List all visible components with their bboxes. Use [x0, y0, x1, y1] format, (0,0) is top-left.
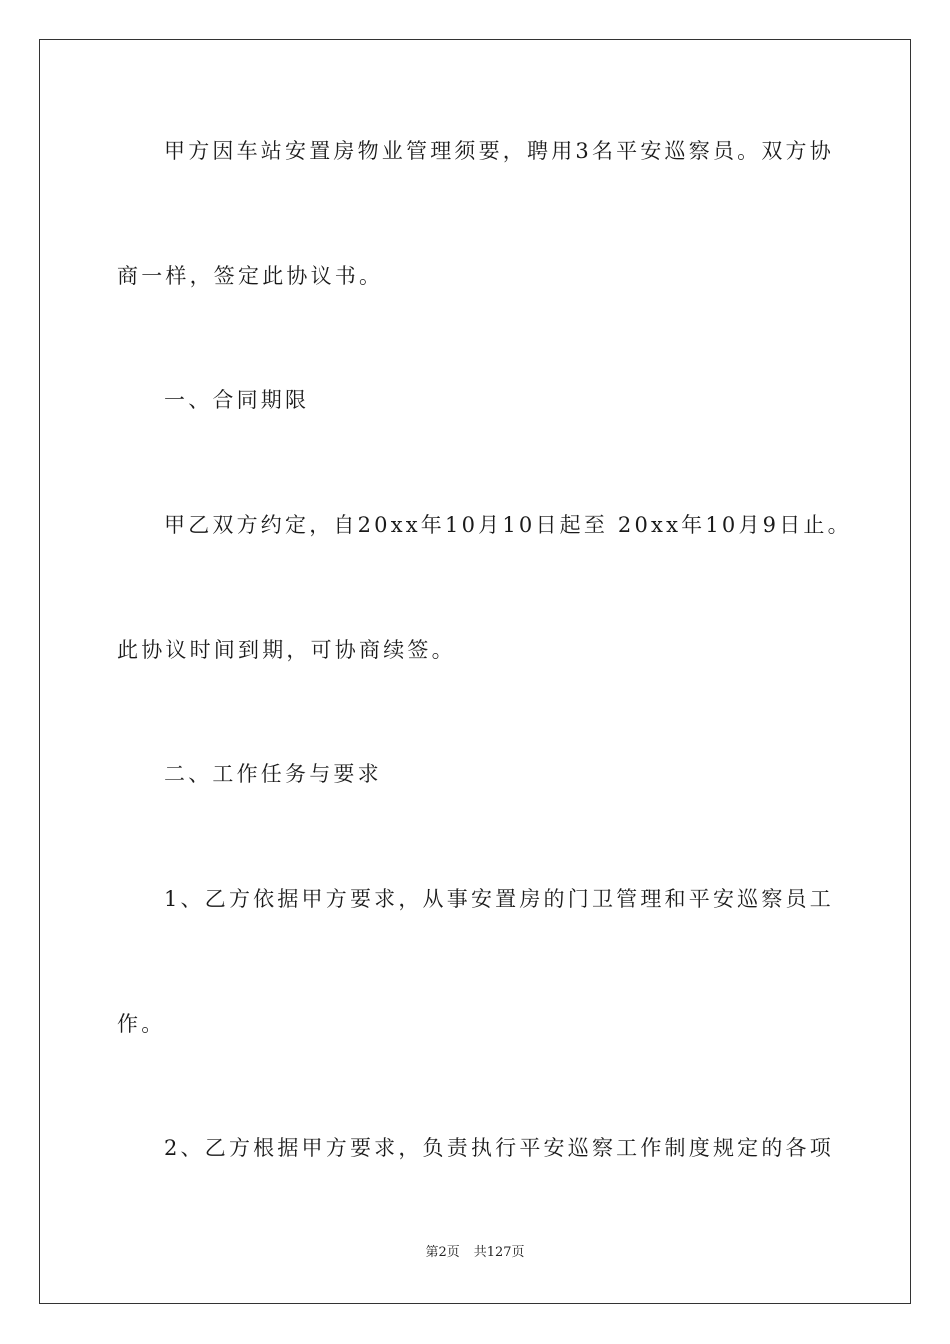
paragraph-line: 甲方因车站安置房物业管理须要，聘用3名平安巡察员。双方协	[164, 139, 834, 163]
page-footer	[0, 1244, 950, 1262]
paragraph-line: 1、乙方依据甲方要求，从事安置房的门卫管理和平安巡察员工	[164, 887, 834, 911]
section-heading: 二、工作任务与要求	[164, 762, 382, 786]
paragraph-line: 甲乙双方约定，自20xx年10月10日起至 20xx年10月9日止。	[164, 513, 852, 537]
page-border	[39, 39, 911, 1304]
section-heading: 一、合同期限	[164, 388, 310, 412]
total-pages: 共127页	[473, 1245, 525, 1260]
paragraph-line: 作。	[117, 1012, 166, 1036]
paragraph-line: 此协议时间到期，可协商续签。	[117, 638, 456, 662]
paragraph-line: 商一样，签定此协议书。	[117, 264, 384, 288]
paragraph-line: 2、乙方根据甲方要求，负责执行平安巡察工作制度规定的各项	[164, 1136, 834, 1160]
page-number: 第2页	[425, 1245, 460, 1260]
